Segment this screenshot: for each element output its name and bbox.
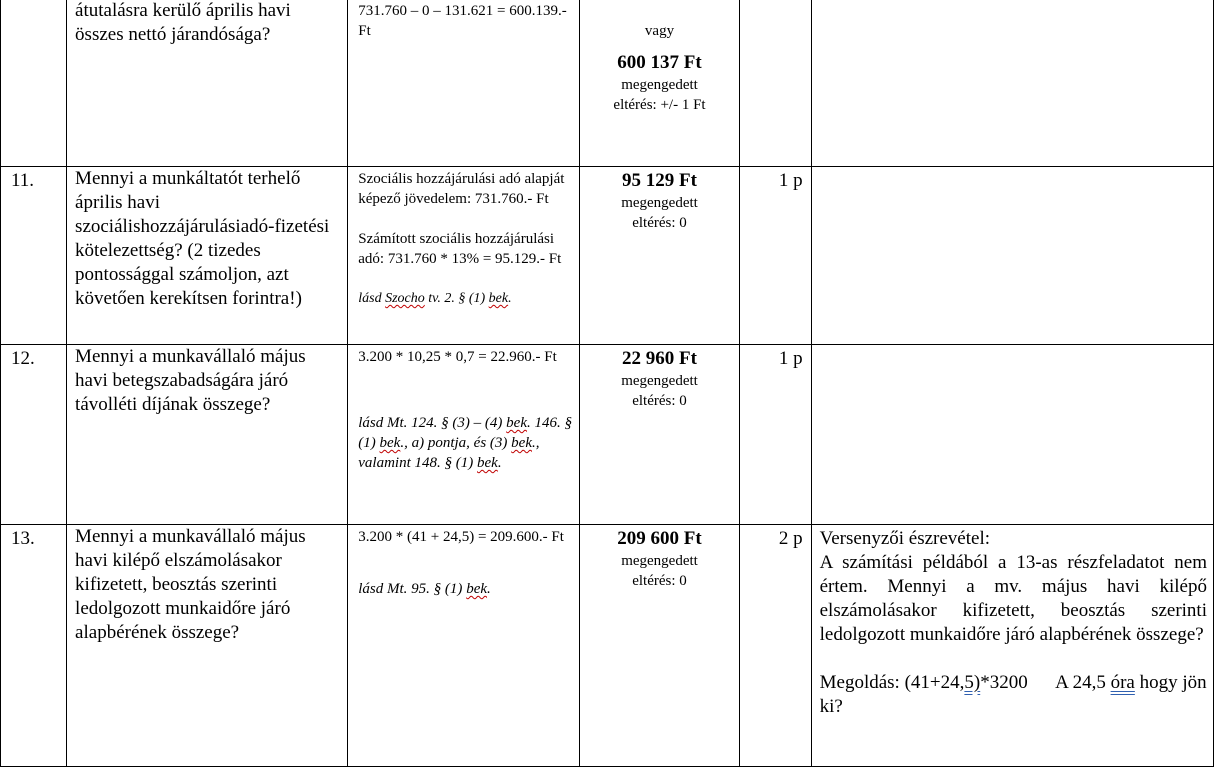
table-row	[1, 525, 1214, 767]
legal-reference: lásd Mt. 95. § (1) bek.	[358, 581, 491, 597]
answer-value: 209 600 Ft	[617, 528, 702, 549]
note-body: A számítási példából a 13-as részfeladatot nem értem. Mennyi a mv. május havi kilépő elszámolásakor kifizetett, beosztás szerinti ledolgozott munkaidőre járó alapbérének összege?	[819, 552, 1207, 645]
tolerance-label: megengedett	[621, 77, 698, 93]
calculation-cell	[348, 0, 580, 167]
question-cell: átutalásra kerülő április havi összes nettó járandósága?	[67, 0, 348, 167]
table-row	[1, 167, 1214, 345]
tolerance-label: megengedett	[621, 373, 698, 389]
calculation-line: 3.200 * (41 + 24,5) = 209.600.- Ft	[358, 529, 564, 545]
calculation-cell	[348, 167, 580, 345]
row-number	[1, 0, 67, 167]
answer-value: 600 137 Ft	[617, 52, 702, 73]
calculation-cell	[348, 345, 580, 525]
row-number: 11.	[1, 167, 67, 345]
points-cell: 2 p	[739, 525, 811, 767]
answer-cell	[580, 525, 739, 767]
tolerance-label: megengedett	[621, 553, 698, 569]
points-cell	[739, 0, 811, 167]
question-cell: Mennyi a munkáltatót terhelő április havi szociálishozzájárulásiadó-fizetési kötelezettség? (2 tizedes pontossággal számoljon, azt követően kerekítsen forintra!)	[67, 167, 348, 345]
points-cell: 1 p	[739, 345, 811, 525]
calculation-line: Szociális hozzájárulási adó alapját képező jövedelem: 731.760.- Ft	[358, 171, 565, 207]
calculation-line: 731.760 – 0 – 131.621 = 600.139.- Ft	[358, 3, 567, 39]
question-cell: Mennyi a munkavállaló május havi betegszabadságára járó távolléti díjának összege?	[67, 345, 348, 525]
calculation-cell	[348, 525, 580, 767]
note-cell	[811, 345, 1213, 525]
answer-alternative: vagy	[644, 23, 675, 39]
note-title: Versenyzői észrevétel:	[819, 528, 991, 549]
calculation-line: Számított szociális hozzájárulási adó: 731.760 * 13% = 95.129.- Ft	[358, 231, 562, 267]
note-cell	[811, 167, 1213, 345]
calculation-line: 3.200 * 10,25 * 0,7 = 22.960.- Ft	[358, 349, 557, 365]
tolerance-label: megengedett	[621, 195, 698, 211]
answer-cell	[580, 0, 739, 167]
answer-value: 95 129 Ft	[622, 170, 697, 191]
question-cell: Mennyi a munkavállaló május havi kilépő elszámolásakor kifizetett, beosztás szerinti ledolgozott munkaidőre járó alapbérének összege?	[67, 525, 348, 767]
legal-reference: lásd Szocho tv. 2. § (1) bek.	[358, 291, 512, 306]
tolerance-value: eltérés: 0	[632, 215, 687, 231]
table-row	[1, 345, 1214, 525]
answer-cell	[580, 167, 739, 345]
answer-cell	[580, 345, 739, 525]
tolerance-value: eltérés: +/- 1 Ft	[613, 97, 706, 113]
tolerance-value: eltérés: 0	[632, 573, 687, 589]
tolerance-value: eltérés: 0	[632, 393, 687, 409]
row-number: 13.	[1, 525, 67, 767]
note-solution: Megoldás: (41+24,5)*3200 A 24,5 óra hogy jön ki?	[819, 672, 1207, 717]
note-cell	[811, 525, 1213, 767]
table-row	[1, 0, 1214, 167]
points-cell: 1 p	[739, 167, 811, 345]
note-cell	[811, 0, 1213, 167]
row-number: 12.	[1, 345, 67, 525]
legal-reference: lásd Mt. 124. § (3) – (4) bek. 146. § (1) bek., a) pontja, és (3) bek., valamint 148. § (1) bek.	[358, 415, 572, 471]
answer-value: 22 960 Ft	[622, 348, 697, 369]
